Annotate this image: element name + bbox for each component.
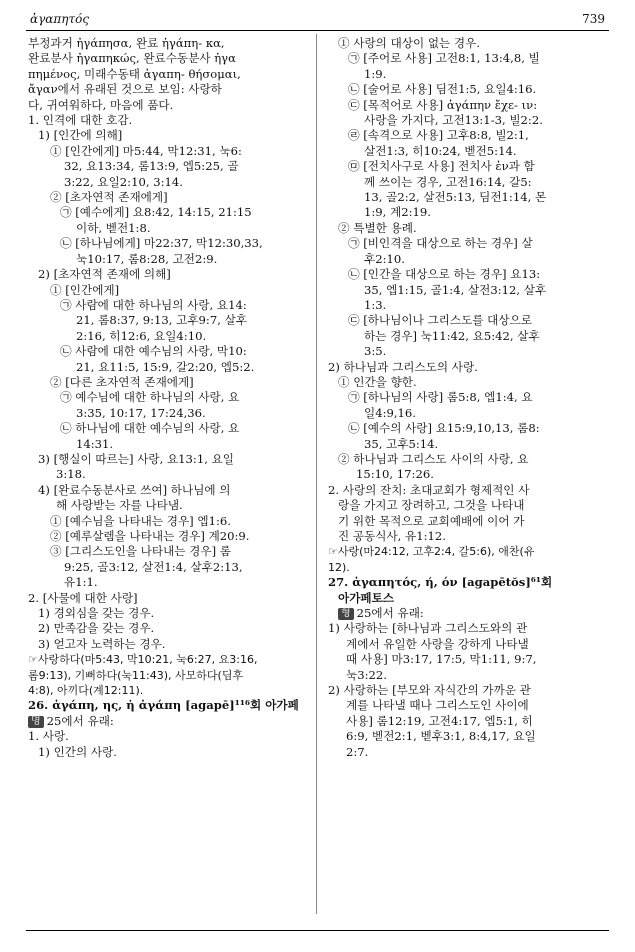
entry-line <box>328 190 608 205</box>
entry-text: 진 공동식사, 유1:12. <box>338 529 446 543</box>
entry-text: ἄγαν에서 유래된 것으로 보임: 사랑하 <box>28 82 222 97</box>
entry-text: 기 위한 목적으로 교회예배에 이어 가 <box>338 513 525 528</box>
entry-text: ㉤ [전치사구로 사용] 전치사 ἐν과 함 <box>348 159 535 174</box>
entry-line <box>328 514 608 529</box>
entry-line <box>28 544 308 559</box>
entry-text: 사랑을 가지다, 고전13:1-3, 빌2:2. <box>364 113 543 128</box>
page-number: 739 <box>582 12 605 26</box>
part-of-speech-badge: 형 <box>338 608 354 620</box>
entry-line <box>328 144 608 159</box>
entry-line <box>328 98 608 113</box>
entry-line <box>328 375 608 390</box>
entry-text: 1. 사랑. <box>28 729 69 744</box>
entry-line <box>328 483 608 498</box>
entry-line <box>28 745 308 760</box>
entry-text: ㉢ [하나님이나 그리스도를 대상으로 <box>348 313 532 328</box>
entry-text: ㉡ [예수의 사랑] 요15:9,10,13, 롬8: <box>348 421 540 436</box>
entry-text: 1) 사랑하는 [하나님과 그리스도와의 관 <box>328 621 528 636</box>
entry-line <box>328 652 608 667</box>
entry-text: ① [예수님을 나타내는 경우] 엡1:6. <box>50 513 231 528</box>
entry-text: 이하, 벧전1:8. <box>76 220 151 235</box>
entry-text: ㉡ 하나님에 대한 예수님의 사랑, 요 <box>60 421 240 436</box>
entry-line <box>28 498 308 513</box>
entry-line <box>328 467 608 482</box>
entry-line <box>328 344 608 359</box>
entry-text: 1) [인간에 의해] <box>38 128 123 143</box>
entry-line <box>328 668 608 683</box>
entry-line <box>328 498 608 513</box>
entry-text: ㉠ [하나님의 사랑] 롬5:8, 엡1:4, 요 <box>348 390 533 405</box>
entry-text: 계를 나타낼 때나 그리스도인 사이에 <box>346 698 529 713</box>
entry-line <box>328 683 608 698</box>
entry-text: 4) [완료수동분사로 쓰여] 하나님에 의 <box>38 482 231 497</box>
entry-text: 일4:9,16. <box>364 405 416 420</box>
entry-line <box>328 544 608 559</box>
entry-line <box>28 98 308 113</box>
entry-line <box>28 113 308 128</box>
entry-line <box>28 529 308 544</box>
entry-text: 1) 인간의 사랑. <box>38 744 117 759</box>
entry-text: 사용] 롬12:19, 고전4:17, 엡5:1, 히 <box>346 713 533 728</box>
entry-line <box>28 344 308 359</box>
entry-text: 2) 만족감을 갖는 경우. <box>38 621 155 636</box>
entry-text: 해 사랑받는 자를 나타냄. <box>56 498 183 513</box>
entry-text: ② [예루살렘을 나타내는 경우] 계20:9. <box>50 529 250 543</box>
header-rule <box>26 30 609 31</box>
entry-text: ② 하나님과 그리스도 사이의 사랑, 요 <box>338 451 529 466</box>
entry-line <box>28 606 308 621</box>
entry-line <box>28 467 308 482</box>
page-header <box>26 10 609 28</box>
entry-text: ㉠ [주어로 사용] 고전8:1, 13:4,8, 빌 <box>348 51 540 66</box>
entry-line <box>28 175 308 190</box>
entry-line <box>28 714 308 729</box>
entry-text: 하는 경우] 눅11:42, 요5:42, 살후 <box>364 328 540 343</box>
entry-line <box>28 452 308 467</box>
entry-text: 1:3. <box>364 297 387 312</box>
entry-text: ① [인간에게] 마5:44, 막12:31, 눅6: <box>50 143 242 158</box>
entry-line <box>328 313 608 328</box>
entry-text: 눅3:22. <box>346 667 387 682</box>
entry-text: 3) [행실이 따르는] 사랑, 요13:1, 요일 <box>38 451 234 466</box>
entry-text: 35, 고후5:14. <box>364 436 439 451</box>
entry-text: 3:5. <box>364 344 387 359</box>
entry-line <box>28 514 308 529</box>
entry-line <box>328 128 608 143</box>
entry-line <box>28 36 308 51</box>
entry-text: 9:25, 골3:12, 살전1:4, 살후2:13, <box>64 559 243 574</box>
entry-line <box>28 205 308 220</box>
entry-line <box>28 483 308 498</box>
entry-line <box>28 144 308 159</box>
entry-line <box>28 575 308 590</box>
left-column <box>28 36 308 760</box>
part-of-speech-badge: 명 <box>28 716 44 728</box>
entry-text: 1:9. <box>364 66 387 81</box>
entry-text: ㉡ [술어로 사용] 딤전1:5, 요일4:16. <box>348 82 537 97</box>
entry-line <box>328 621 608 636</box>
entry-text: 랑을 가지고 장려하고, 그것을 나타내 <box>338 498 525 513</box>
entry-text: ㉠ 예수님에 대한 하나님의 사랑, 요 <box>60 390 240 405</box>
entry-text: ☞사랑하다(마5:43, 막10:21, 눅6:27, 요3:16, <box>28 653 258 667</box>
entry-text: 유1:1. <box>64 575 98 590</box>
entry-text: 살전1:3, 히10:24, 벧전5:14. <box>364 143 517 158</box>
entry-text: ㉠ [비인격을 대상으로 하는 경우] 살 <box>348 236 533 251</box>
entry-line <box>328 437 608 452</box>
entry-line <box>328 205 608 220</box>
entry-line <box>328 51 608 66</box>
entry-line <box>28 190 308 205</box>
entry-text: 3) 얻고자 노력하는 경우. <box>38 636 166 651</box>
entry-text: ㉡ [하나님에게] 마22:37, 막12:30,33, <box>60 236 263 251</box>
entry-text: 1:9, 계2:19. <box>364 205 431 220</box>
entry-text: ① 사랑의 대상이 없는 경우. <box>338 36 481 50</box>
entry-line <box>28 221 308 236</box>
entry-line <box>328 421 608 436</box>
entry-text: 아가페토스 <box>338 590 394 605</box>
entry-line <box>328 729 608 744</box>
entry-line <box>28 360 308 375</box>
entry-line <box>328 36 608 51</box>
entry-line <box>28 128 308 143</box>
entry-line <box>28 283 308 298</box>
entry-line <box>28 51 308 66</box>
entry-text: 4:8), 아끼다(계12:11). <box>28 684 144 698</box>
entry-line <box>28 621 308 636</box>
entry-line <box>28 329 308 344</box>
entry-line <box>28 437 308 452</box>
entry-line <box>328 390 608 405</box>
entry-line <box>328 298 608 313</box>
entry-line <box>328 267 608 282</box>
entry-text: ㉠ 사람에 대한 하나님의 사랑, 요14: <box>60 297 247 312</box>
entry-text: ① [인간에게] <box>50 282 120 297</box>
entry-text: 32, 요13:34, 롬13:9, 엡5:25, 골 <box>64 159 239 174</box>
entry-text: 계에서 유일한 사랑을 강하게 나타낼 <box>346 636 529 651</box>
entry-line <box>28 375 308 390</box>
entry-text: 후2:10. <box>364 251 405 266</box>
entry-line <box>28 668 308 683</box>
entry-line <box>328 560 608 575</box>
entry-text: 1. 인격에 대한 호감. <box>28 113 133 128</box>
entry-text: 부정과거 ἠγάπησα, 완료 ἠγάπη- κα, <box>28 36 225 50</box>
entry-line <box>28 560 308 575</box>
entry-line <box>28 421 308 436</box>
entry-line <box>28 406 308 421</box>
entry-line <box>28 298 308 313</box>
entry-line <box>328 698 608 713</box>
entry-text: 다, 귀여워하다, 마음에 품다. <box>28 97 174 112</box>
entry-text: ② [다른 초자연적 존재에게] <box>50 374 194 389</box>
entry-line <box>28 82 308 97</box>
entry-line <box>328 159 608 174</box>
entry-text: 13, 골2:2, 살전5:13, 딤전1:14, 몬 <box>364 190 547 205</box>
entry-line <box>28 591 308 606</box>
entry-text: 눅10:17, 롬8:28, 고전2:9. <box>76 251 218 266</box>
entry-text: 25에서 유래: <box>356 606 424 621</box>
footer-rule <box>26 930 609 931</box>
entry-text: 6:9, 벧전2:1, 벧후3:1, 8:4,17, 요일 <box>346 729 536 744</box>
entry-line <box>328 221 608 236</box>
entry-text: 2. 사랑의 잔치: 초대교회가 형제적인 사 <box>328 482 530 497</box>
entry-text: 3:35, 10:17, 17:24,36. <box>76 405 206 420</box>
entry-text: ☞사랑(마24:12, 고후2:4, 갈5:6), 애찬(유 <box>328 545 535 559</box>
entry-line <box>328 714 608 729</box>
entry-text: 35, 엡1:15, 골1:4, 살전3:12, 살후 <box>364 282 547 297</box>
entry-text: 때 사용] 마3:17, 17:5, 막1:11, 9:7, <box>346 652 537 667</box>
entry-text: 2) [초자연적 존재에 의해] <box>38 267 171 282</box>
entry-text: ① 인간을 향한. <box>338 374 417 389</box>
entry-line <box>28 729 308 744</box>
entry-text: 2:7. <box>346 744 369 759</box>
entry-line <box>28 637 308 652</box>
entry-text: ㉣ [속격으로 사용] 고후8:8, 빌2:1, <box>348 128 529 143</box>
entry-line <box>328 452 608 467</box>
entry-line <box>28 236 308 251</box>
entry-text: 2) 하나님과 그리스도의 사랑. <box>328 359 478 374</box>
entry-line <box>328 637 608 652</box>
entry-text: 21, 요11:5, 15:9, 갈2:20, 엡5:2. <box>76 359 255 374</box>
entry-text: 완료분사 ἠγαπηκώς, 완료수동분사 ἠγα <box>28 51 236 66</box>
entry-text: 12). <box>328 560 350 574</box>
entry-line <box>328 606 608 621</box>
entry-line <box>328 591 608 606</box>
entry-line <box>328 745 608 760</box>
entry-text: 2. [사물에 대한 사랑] <box>28 590 138 605</box>
entry-text: ㉢ [목적어로 사용] ἀγάπην ἔχε- ιν: <box>348 97 538 112</box>
entry-line <box>328 283 608 298</box>
entry-line <box>328 406 608 421</box>
entry-text: 께 쓰이는 경우, 고전16:14, 갈5: <box>364 174 532 189</box>
entry-text: 15:10, 17:26. <box>356 467 434 482</box>
entry-text: ㉡ [인간을 대상으로 하는 경우] 요13: <box>348 267 541 282</box>
entry-line <box>328 67 608 82</box>
header-headword: ἀγαπητός <box>30 12 90 26</box>
entry-line <box>28 652 308 667</box>
entry-text: 21, 롬8:37, 9:13, 고후9:7, 살후 <box>76 313 247 328</box>
entry-line <box>28 267 308 282</box>
entry-text: 27. ἀγαπητός, ή, όν [agapētŏs]⁶¹회 <box>328 575 553 590</box>
entry-text: 3:18. <box>56 467 86 482</box>
entry-text: 14:31. <box>76 436 114 451</box>
entry-text: ② [초자연적 존재에게] <box>50 190 168 205</box>
entry-text: ㉠ [예수에게] 요8:42, 14:15, 21:15 <box>60 205 252 220</box>
right-column <box>328 36 608 760</box>
entry-text: 26. ἀγάπη, ης, ἡ ἀγάπη [agapē]¹¹⁶회 아가페 <box>28 698 299 713</box>
entry-line <box>328 575 608 590</box>
entry-text: 1) 경외심을 갖는 경우. <box>38 606 155 621</box>
entry-text: 2) 사랑하는 [부모와 자식간의 가까운 관 <box>328 683 531 698</box>
entry-text: πημένος, 미래수동태 ἀγαπη- θήσομαι, <box>28 66 241 81</box>
entry-line <box>328 236 608 251</box>
entry-line <box>28 698 308 713</box>
entry-line <box>328 529 608 544</box>
entry-line <box>328 82 608 97</box>
entry-line <box>328 329 608 344</box>
entry-line <box>328 252 608 267</box>
entry-line <box>28 390 308 405</box>
entry-line <box>28 67 308 82</box>
entry-text: 25에서 유래: <box>46 713 114 728</box>
entry-text: 롬9:13), 기뻐하다(눅11:43), 사모하다(딤후 <box>28 668 244 682</box>
entry-text: ㉡ 사람에 대한 예수님의 사랑, 막10: <box>60 344 247 359</box>
entry-line <box>328 113 608 128</box>
entry-text: ② 특별한 용례. <box>338 220 417 235</box>
entry-line <box>328 360 608 375</box>
entry-line <box>28 159 308 174</box>
entry-line <box>28 313 308 328</box>
entry-text: 3:22, 요일2:10, 3:14. <box>64 174 183 189</box>
entry-text: ③ [그리스도인을 나타내는 경우] 롬 <box>50 544 231 559</box>
entry-line <box>28 683 308 698</box>
entry-text: 2:16, 히12:6, 요일4:10. <box>76 328 207 343</box>
entry-line <box>328 175 608 190</box>
entry-line <box>28 252 308 267</box>
